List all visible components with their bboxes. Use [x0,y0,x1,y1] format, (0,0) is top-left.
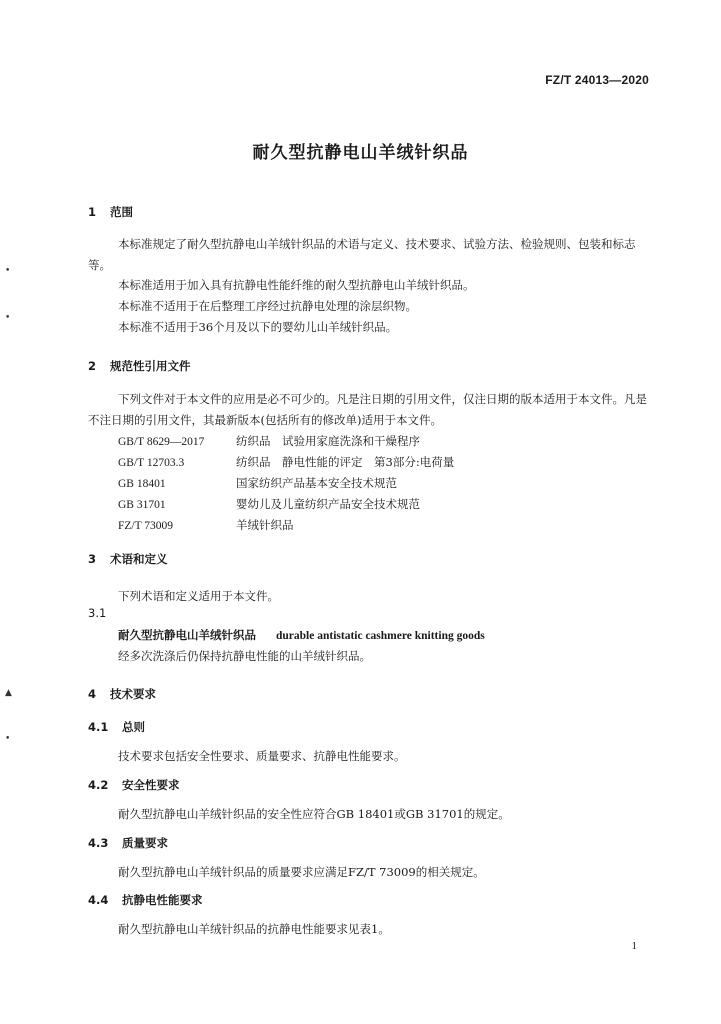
section-title: 规范性引用文件 [110,359,191,373]
section-1-heading [88,204,133,220]
subsection-number: 4.2 [88,778,109,792]
reference-item [118,454,454,470]
reference-code: GB/T 8629—2017 [118,436,205,448]
margin-mark: ▲ [5,688,12,698]
section-2-heading [88,358,191,374]
term-chinese: 耐久型抗静电山羊绒针织品 [118,628,256,642]
section-1-para-4: 本标准不适用于36个月及以下的婴幼儿山羊绒针织品。 [118,320,398,334]
section-title: 技术要求 [110,687,156,701]
subsection-title: 安全性要求 [122,778,180,792]
subsection-number: 4.3 [88,836,109,850]
reference-item [118,433,420,449]
subsection-number: 4.1 [88,720,109,734]
reference-item [118,475,397,491]
reference-code: GB 31701 [118,499,166,511]
term-english: durable antistatic cashmere knitting goods [276,630,485,642]
reference-code: GB 18401 [118,478,166,490]
subsection-4-1-text: 技术要求包括安全性要求、质量要求、抗静电性能要求。 [118,749,406,763]
subsection-4-2-heading [88,777,180,793]
section-title: 术语和定义 [110,552,168,566]
section-number: 1 [88,205,97,219]
subsection-4-4-text: 耐久型抗静电山羊绒针织品的抗静电性能要求见表1。 [118,922,390,936]
reference-item [118,517,294,533]
term-number: 3.1 [88,606,107,620]
section-3-intro: 下列术语和定义适用于本文件。 [118,589,279,603]
reference-title: 婴幼儿及儿童纺织产品安全技术规范 [236,497,420,511]
section-3-heading [88,551,168,567]
reference-title: 国家纺织产品基本安全技术规范 [236,476,397,490]
section-number: 4 [88,687,97,701]
subsection-title: 质量要求 [122,836,168,850]
page-number: 1 [631,940,637,952]
subsection-title: 抗静电性能要求 [122,893,203,907]
subsection-4-4-heading [88,892,203,908]
subsection-4-3-heading [88,835,168,851]
subsection-4-2-text: 耐久型抗静电山羊绒针织品的安全性应符合GB 18401或GB 31701的规定。 [118,807,510,821]
subsection-4-3-text: 耐久型抗静电山羊绒针织品的质量要求应满足FZ/T 73009的相关规定。 [118,865,485,879]
term-definition: 经多次洗涤后仍保持抗静电性能的山羊绒针织品。 [118,649,371,663]
subsection-title: 总则 [122,720,145,734]
section-number: 2 [88,359,97,373]
reference-title: 纺织品 静电性能的评定 第3部分:电荷量 [236,455,455,469]
reference-code: GB/T 12703.3 [118,457,185,469]
margin-mark: • [5,734,11,744]
subsection-number: 4.4 [88,893,109,907]
section-4-heading [88,686,156,702]
reference-title: 纺织品 试验用家庭洗涤和干燥程序 [236,434,420,448]
section-title: 范围 [110,205,133,219]
section-1-para-1: 本标准规定了耐久型抗静电山羊绒针织品的术语与定义、技术要求、试验方法、检验规则、包装和标志等。 [88,237,636,272]
term-entry [118,627,485,643]
margin-mark: • [5,266,11,276]
reference-title: 羊绒针织品 [236,518,294,532]
section-1-para-2: 本标准适用于加入具有抗静电性能纤维的耐久型抗静电山羊绒针织品。 [118,278,475,292]
margin-mark: • [5,313,11,323]
document-title: 耐久型抗静电山羊绒针织品 [252,143,469,163]
standard-number: FZ/T 24013—2020 [545,73,649,87]
section-2-intro: 下列文件对于本文件的应用是必不可少的。凡是注日期的引用文件，仅注日期的版本适用于本文件。凡是不注日期的引用文件，其最新版本(包括所有的修改单)适用于本文件。 [88,392,647,427]
reference-code: FZ/T 73009 [118,520,174,532]
section-number: 3 [88,552,97,566]
subsection-4-1-heading [88,719,145,735]
reference-item [118,496,420,512]
section-1-para-3: 本标准不适用于在后整理工序经过抗静电处理的涂层织物。 [118,299,417,313]
